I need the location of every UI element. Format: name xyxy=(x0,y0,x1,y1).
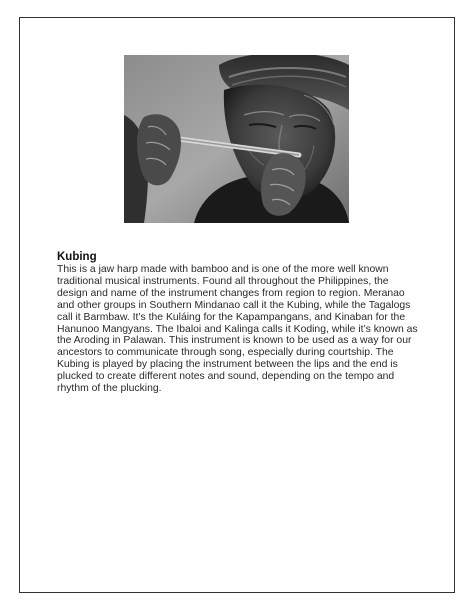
section-heading: Kubing xyxy=(57,251,97,263)
text-block xyxy=(57,251,422,395)
section-body: This is a jaw harp made with bamboo and is one of the more well known traditional musical instruments. Found all throughout the Philippines, the design and name of the instrument changes from region to region. Meranao and other groups in Southern Mindanao call it the Kubing, while the Tagalogs call it Barmbaw. It’s the Kuláing for the Kapampangans, and Kinaban for the Hanunoo Mangyans. The Ibaloi and Kalinga calls it Koding, while it’s known as the Aroding in Palawan. This instrument is known to be used as a way for our ancestors to communicate through song, especially during courtship. The Kubing is played by placing the instrument between the lips and the end is plucked to create different notes and sound, depending on the tempo and rhythm of the plucking. xyxy=(57,264,418,395)
kubing-player-photo xyxy=(124,55,349,223)
